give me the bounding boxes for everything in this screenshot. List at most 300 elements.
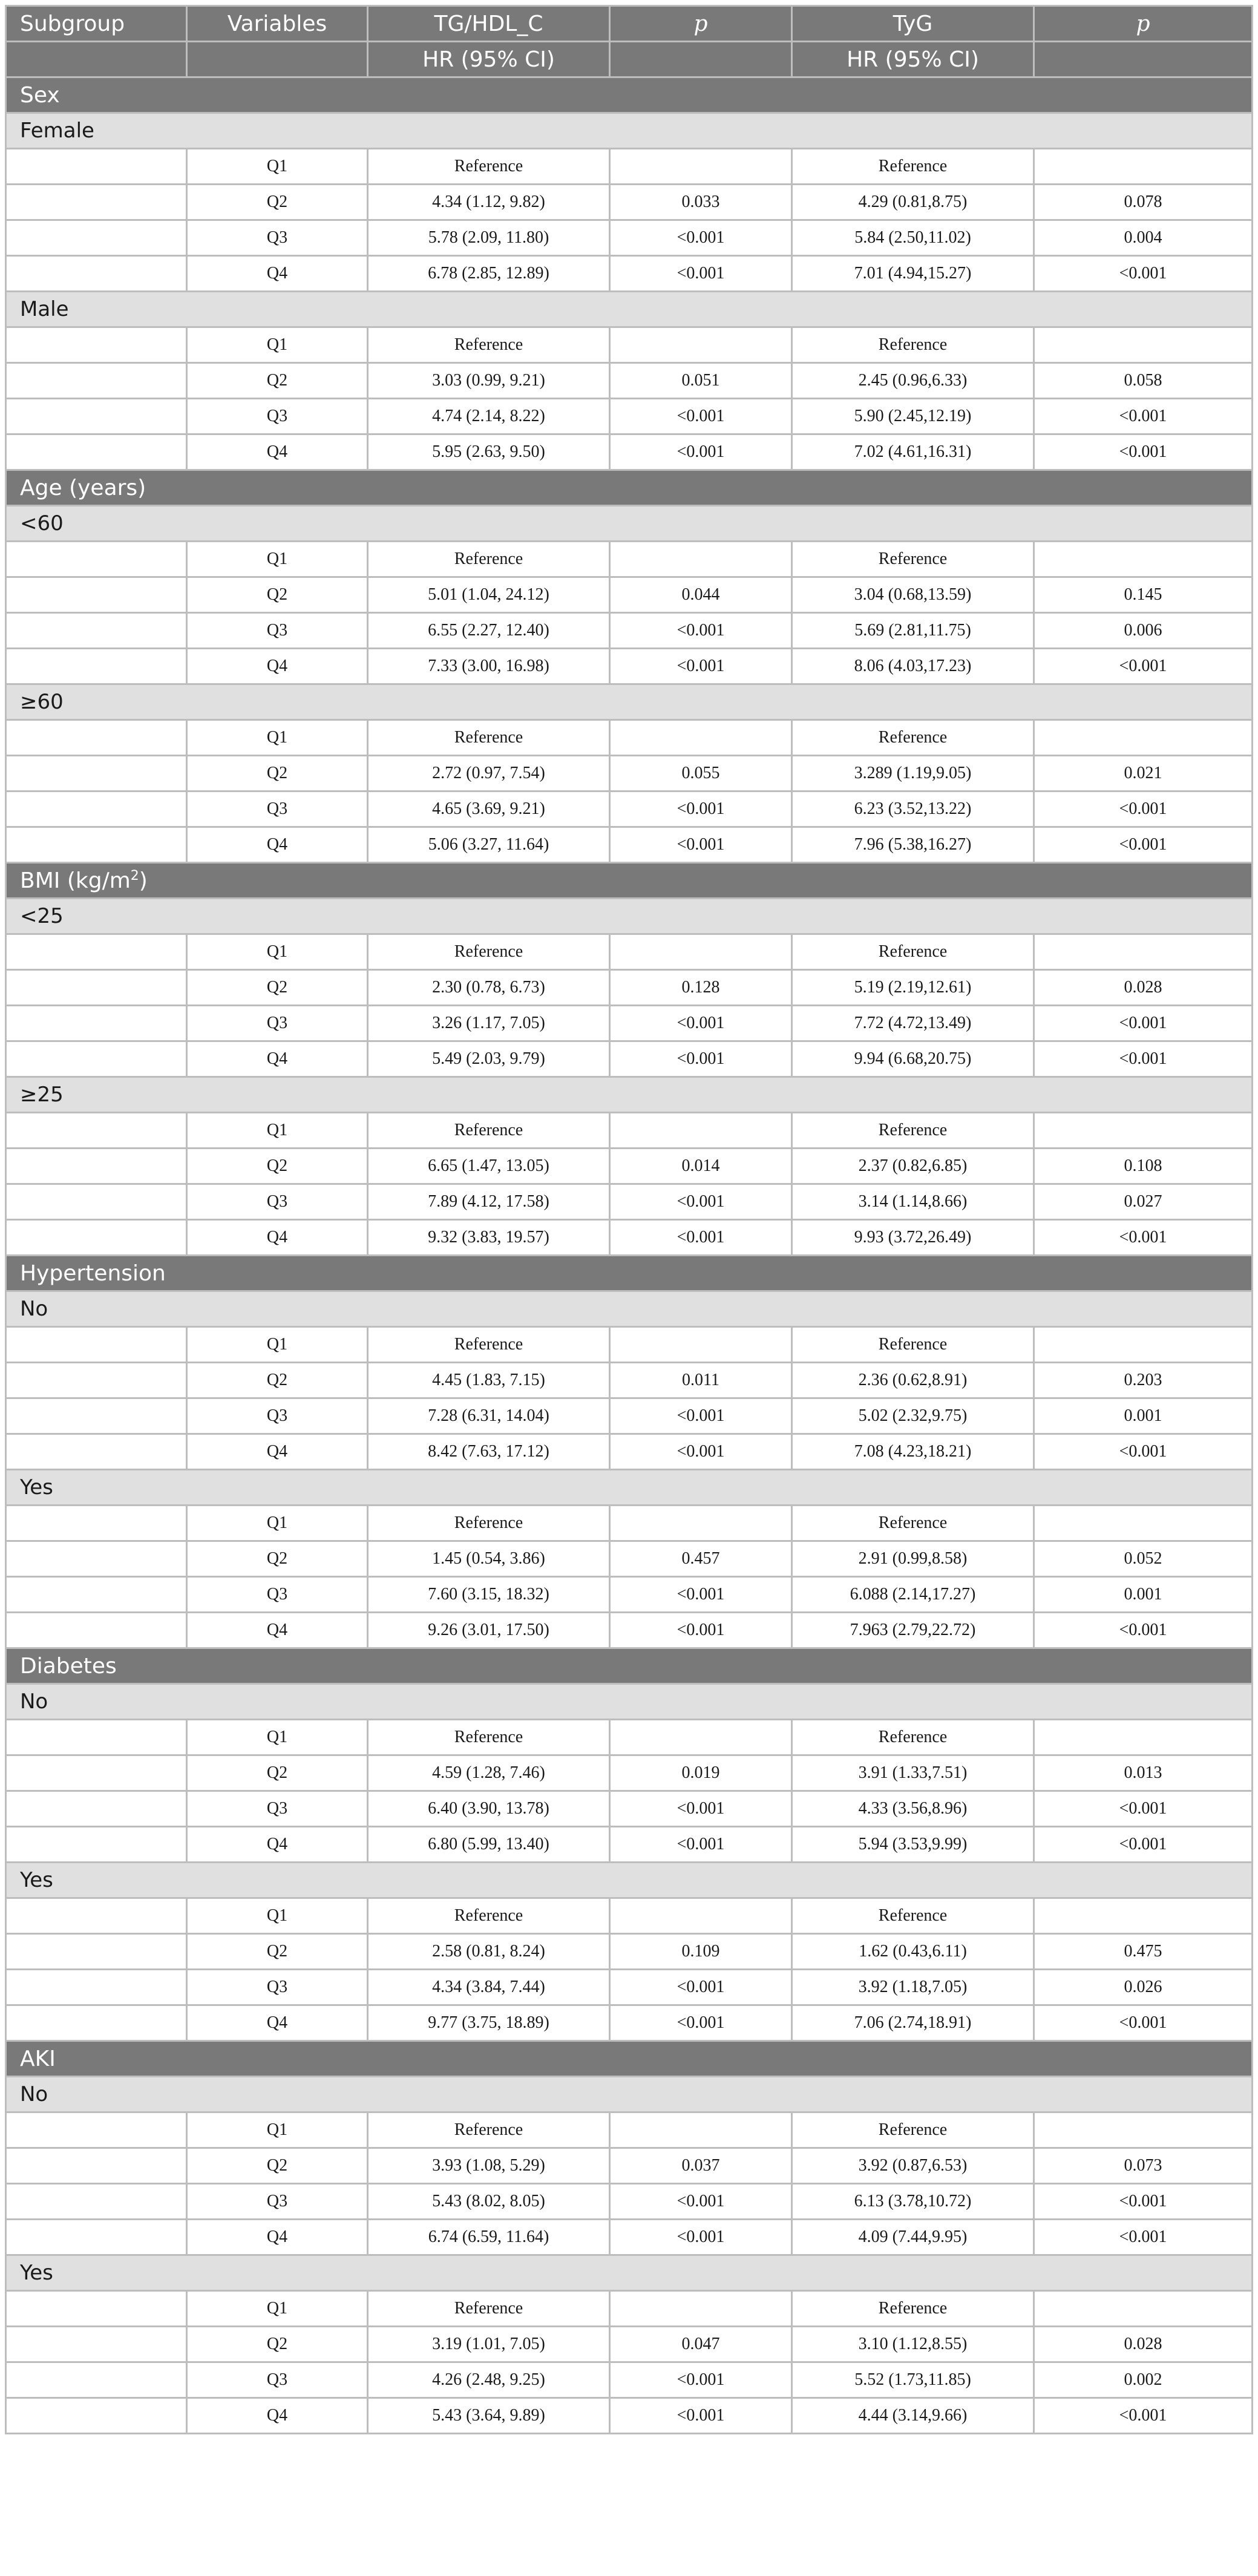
cell-tg-hdl-p — [610, 1720, 792, 1755]
cell-tg-hdl-hr: Reference — [368, 1113, 610, 1149]
cell-tg-hdl-hr: Reference — [368, 934, 610, 970]
table-row — [6, 934, 1253, 970]
cell-tyg-hr: 5.19 (2.19,12.61) — [792, 970, 1034, 1006]
header-variables: Variables — [187, 6, 368, 42]
cell-tyg-p: 0.004 — [1034, 220, 1253, 256]
group-title — [6, 77, 1253, 113]
cell-tg-hdl-p — [610, 327, 792, 363]
cell-quartile: Q3 — [187, 2362, 368, 2398]
cell-quartile: Q4 — [187, 2005, 368, 2041]
group-title-text: Diabetes — [20, 1653, 117, 1679]
cell-subgroup-empty — [6, 970, 187, 1006]
header2-empty-1 — [6, 42, 187, 77]
cell-subgroup-empty — [6, 1791, 187, 1827]
cell-tyg-hr: 5.69 (2.81,11.75) — [792, 613, 1034, 649]
table-row — [6, 1934, 1253, 1970]
cell-subgroup-empty — [6, 827, 187, 863]
cell-tyg-p: 0.475 — [1034, 1934, 1253, 1970]
cell-subgroup-empty — [6, 185, 187, 220]
cell-subgroup-empty — [6, 399, 187, 434]
cell-tg-hdl-hr: 4.26 (2.48, 9.25) — [368, 2362, 610, 2398]
cell-tyg-hr: Reference — [792, 1327, 1034, 1363]
cell-tyg-hr: Reference — [792, 1720, 1034, 1755]
cell-tg-hdl-p: 0.044 — [610, 577, 792, 613]
cell-quartile: Q1 — [187, 934, 368, 970]
cell-tyg-p — [1034, 2291, 1253, 2327]
cell-tyg-hr: 9.94 (6.68,20.75) — [792, 1041, 1034, 1077]
cell-quartile: Q4 — [187, 1041, 368, 1077]
cell-tg-hdl-hr: 9.26 (3.01, 17.50) — [368, 1613, 610, 1648]
cell-tg-hdl-hr: 4.45 (1.83, 7.15) — [368, 1363, 610, 1398]
cell-tg-hdl-p: <0.001 — [610, 220, 792, 256]
cell-tg-hdl-p: 0.033 — [610, 185, 792, 220]
subgroup-label: <60 — [6, 506, 1253, 542]
cell-tg-hdl-hr: 5.49 (2.03, 9.79) — [368, 1041, 610, 1077]
cell-quartile: Q4 — [187, 1827, 368, 1863]
cell-tg-hdl-hr: Reference — [368, 720, 610, 756]
cell-subgroup-empty — [6, 542, 187, 577]
cell-quartile: Q3 — [187, 2184, 368, 2220]
group-title-text: Age (years) — [20, 475, 146, 500]
cell-tyg-p: <0.001 — [1034, 256, 1253, 292]
cell-tg-hdl-hr: 9.32 (3.83, 19.57) — [368, 1220, 610, 1256]
cell-tg-hdl-hr: 4.74 (2.14, 8.22) — [368, 399, 610, 434]
cell-tg-hdl-p: <0.001 — [610, 434, 792, 470]
cell-tg-hdl-hr: 3.03 (0.99, 9.21) — [368, 363, 610, 399]
subgroup-row — [6, 2255, 1253, 2291]
table-row — [6, 2184, 1253, 2220]
table-row — [6, 1363, 1253, 1398]
cell-subgroup-empty — [6, 2398, 187, 2434]
cell-quartile: Q3 — [187, 220, 368, 256]
table-body — [6, 6, 1253, 2434]
cell-tyg-hr: 2.36 (0.62,8.91) — [792, 1363, 1034, 1398]
cell-tyg-p: 0.073 — [1034, 2148, 1253, 2184]
cell-tg-hdl-p: <0.001 — [610, 1041, 792, 1077]
header-hr-ci-tg-hdl: HR (95% CI) — [368, 42, 610, 77]
cell-tg-hdl-hr: 5.06 (3.27, 11.64) — [368, 827, 610, 863]
cell-quartile: Q3 — [187, 1970, 368, 2005]
cell-quartile: Q2 — [187, 1541, 368, 1577]
cell-tyg-hr: 6.088 (2.14,17.27) — [792, 1577, 1034, 1613]
cell-tg-hdl-p: <0.001 — [610, 2398, 792, 2434]
cell-tyg-hr: 5.52 (1.73,11.85) — [792, 2362, 1034, 2398]
header-tg-hdl-c: TG/HDL_C — [368, 6, 610, 42]
cell-tyg-p: <0.001 — [1034, 1827, 1253, 1863]
subgroup-row — [6, 899, 1253, 934]
cell-tyg-p: 0.203 — [1034, 1363, 1253, 1398]
table-row — [6, 1791, 1253, 1827]
cell-subgroup-empty — [6, 1220, 187, 1256]
table-row — [6, 1434, 1253, 1470]
cell-tyg-hr: 1.62 (0.43,6.11) — [792, 1934, 1034, 1970]
cell-quartile: Q1 — [187, 1113, 368, 1149]
cell-tg-hdl-p — [610, 2112, 792, 2148]
cell-tg-hdl-hr: 7.60 (3.15, 18.32) — [368, 1577, 610, 1613]
cell-tg-hdl-hr: 6.78 (2.85, 12.89) — [368, 256, 610, 292]
cell-subgroup-empty — [6, 1720, 187, 1755]
cell-subgroup-empty — [6, 1577, 187, 1613]
cell-tg-hdl-p — [610, 542, 792, 577]
cell-tyg-p: 0.026 — [1034, 1970, 1253, 2005]
cell-tyg-p — [1034, 2112, 1253, 2148]
cell-subgroup-empty — [6, 1506, 187, 1541]
cell-tg-hdl-hr: 6.55 (2.27, 12.40) — [368, 613, 610, 649]
cell-quartile: Q1 — [187, 327, 368, 363]
cell-tyg-p: 0.052 — [1034, 1541, 1253, 1577]
cell-tyg-p: <0.001 — [1034, 1006, 1253, 1041]
cell-subgroup-empty — [6, 1434, 187, 1470]
cell-tyg-hr: 3.10 (1.12,8.55) — [792, 2327, 1034, 2362]
cell-tg-hdl-p: 0.457 — [610, 1541, 792, 1577]
cell-tg-hdl-hr: 8.42 (7.63, 17.12) — [368, 1434, 610, 1470]
cell-quartile: Q2 — [187, 1149, 368, 1184]
cell-subgroup-empty — [6, 2327, 187, 2362]
table-row — [6, 1149, 1253, 1184]
header2-empty-4 — [1034, 42, 1253, 77]
cell-tyg-p — [1034, 720, 1253, 756]
cell-subgroup-empty — [6, 1827, 187, 1863]
cell-tyg-p: 0.145 — [1034, 577, 1253, 613]
cell-tyg-hr: 6.23 (3.52,13.22) — [792, 791, 1034, 827]
cell-quartile: Q2 — [187, 363, 368, 399]
group-title — [6, 470, 1253, 506]
cell-subgroup-empty — [6, 1541, 187, 1577]
cell-tg-hdl-hr: 2.72 (0.97, 7.54) — [368, 756, 610, 791]
cell-tg-hdl-p: <0.001 — [610, 1398, 792, 1434]
cell-tg-hdl-hr: 4.65 (3.69, 9.21) — [368, 791, 610, 827]
cell-tg-hdl-hr: 3.93 (1.08, 5.29) — [368, 2148, 610, 2184]
cell-tyg-p: <0.001 — [1034, 2005, 1253, 2041]
cell-tg-hdl-p — [610, 1113, 792, 1149]
subgroup-label: Yes — [6, 1470, 1253, 1506]
cell-tg-hdl-hr: Reference — [368, 2291, 610, 2327]
cell-subgroup-empty — [6, 934, 187, 970]
cell-tg-hdl-hr: 3.19 (1.01, 7.05) — [368, 2327, 610, 2362]
cell-tg-hdl-p: <0.001 — [610, 1577, 792, 1613]
cell-quartile: Q1 — [187, 720, 368, 756]
cell-tyg-hr: 3.14 (1.14,8.66) — [792, 1184, 1034, 1220]
cell-tyg-p: <0.001 — [1034, 2220, 1253, 2255]
subgroup-row — [6, 292, 1253, 327]
cell-quartile: Q3 — [187, 1577, 368, 1613]
cell-tg-hdl-p: 0.047 — [610, 2327, 792, 2362]
subgroup-label: No — [6, 1684, 1253, 1720]
subgroup-label: <25 — [6, 899, 1253, 934]
cell-tg-hdl-p: <0.001 — [610, 2362, 792, 2398]
cell-tyg-p: <0.001 — [1034, 1041, 1253, 1077]
subgroup-label: ≥25 — [6, 1077, 1253, 1113]
cell-tg-hdl-p: <0.001 — [610, 613, 792, 649]
cell-tg-hdl-hr: 5.78 (2.09, 11.80) — [368, 220, 610, 256]
cell-quartile: Q1 — [187, 2291, 368, 2327]
cell-subgroup-empty — [6, 256, 187, 292]
table-row — [6, 1113, 1253, 1149]
cell-subgroup-empty — [6, 720, 187, 756]
cell-tyg-hr: 7.08 (4.23,18.21) — [792, 1434, 1034, 1470]
cell-tg-hdl-hr: Reference — [368, 1327, 610, 1363]
cell-tyg-hr: Reference — [792, 327, 1034, 363]
cell-quartile: Q4 — [187, 1434, 368, 1470]
header-row-2 — [6, 42, 1253, 77]
cell-tg-hdl-p: <0.001 — [610, 1220, 792, 1256]
cell-tyg-hr: 7.96 (5.38,16.27) — [792, 827, 1034, 863]
table-row — [6, 1041, 1253, 1077]
cell-tg-hdl-p: 0.128 — [610, 970, 792, 1006]
table-row — [6, 1755, 1253, 1791]
cell-tyg-p: <0.001 — [1034, 649, 1253, 684]
header2-empty-2 — [187, 42, 368, 77]
cell-subgroup-empty — [6, 1113, 187, 1149]
table-row — [6, 542, 1253, 577]
cell-tg-hdl-p: <0.001 — [610, 1434, 792, 1470]
table-row — [6, 363, 1253, 399]
cell-tyg-p: <0.001 — [1034, 399, 1253, 434]
cell-quartile: Q3 — [187, 613, 368, 649]
cell-subgroup-empty — [6, 1006, 187, 1041]
cell-quartile: Q1 — [187, 542, 368, 577]
cell-tyg-hr: Reference — [792, 934, 1034, 970]
cell-tg-hdl-hr: Reference — [368, 327, 610, 363]
group-title — [6, 1648, 1253, 1684]
cell-tyg-p: 0.108 — [1034, 1149, 1253, 1184]
table-row — [6, 2220, 1253, 2255]
cell-tyg-hr: 4.44 (3.14,9.66) — [792, 2398, 1034, 2434]
cell-tg-hdl-p: <0.001 — [610, 1791, 792, 1827]
cell-tg-hdl-hr: 6.74 (6.59, 11.64) — [368, 2220, 610, 2255]
cell-tg-hdl-p: <0.001 — [610, 2184, 792, 2220]
cell-quartile: Q3 — [187, 1398, 368, 1434]
subgroup-row — [6, 1863, 1253, 1898]
cell-tyg-hr: 7.01 (4.94,15.27) — [792, 256, 1034, 292]
cell-tg-hdl-p: 0.037 — [610, 2148, 792, 2184]
group-title — [6, 1256, 1253, 1291]
cell-subgroup-empty — [6, 149, 187, 185]
cell-tyg-hr: 8.06 (4.03,17.23) — [792, 649, 1034, 684]
cell-tg-hdl-p: <0.001 — [610, 399, 792, 434]
cell-tg-hdl-p: <0.001 — [610, 2220, 792, 2255]
cell-quartile: Q2 — [187, 970, 368, 1006]
cell-tg-hdl-p: <0.001 — [610, 1006, 792, 1041]
cell-tg-hdl-hr: Reference — [368, 542, 610, 577]
header-row-1 — [6, 6, 1253, 42]
cell-tyg-p: <0.001 — [1034, 1613, 1253, 1648]
cell-tg-hdl-p — [610, 720, 792, 756]
table-row — [6, 2327, 1253, 2362]
cell-tyg-hr: 2.37 (0.82,6.85) — [792, 1149, 1034, 1184]
table-row — [6, 2112, 1253, 2148]
table-row — [6, 1970, 1253, 2005]
group-title-text: Hypertension — [20, 1260, 166, 1286]
cell-tg-hdl-hr: Reference — [368, 1898, 610, 1934]
cell-tyg-hr: 3.91 (1.33,7.51) — [792, 1755, 1034, 1791]
group-header-row — [6, 2041, 1253, 2077]
group-header-row — [6, 1256, 1253, 1291]
cell-subgroup-empty — [6, 2220, 187, 2255]
table-row — [6, 327, 1253, 363]
cell-tg-hdl-p — [610, 934, 792, 970]
cell-tg-hdl-p: <0.001 — [610, 649, 792, 684]
cell-tg-hdl-hr: 2.58 (0.81, 8.24) — [368, 1934, 610, 1970]
subgroup-row — [6, 113, 1253, 149]
cell-tyg-p: <0.001 — [1034, 791, 1253, 827]
cell-quartile: Q2 — [187, 756, 368, 791]
cell-quartile: Q2 — [187, 577, 368, 613]
cell-tg-hdl-p: <0.001 — [610, 827, 792, 863]
cell-tg-hdl-p: <0.001 — [610, 1827, 792, 1863]
cell-subgroup-empty — [6, 577, 187, 613]
cell-tyg-hr: 5.90 (2.45,12.19) — [792, 399, 1034, 434]
table-row — [6, 1898, 1253, 1934]
table-row — [6, 256, 1253, 292]
cell-tg-hdl-p: <0.001 — [610, 1184, 792, 1220]
subgroup-row — [6, 1291, 1253, 1327]
cell-tg-hdl-p — [610, 2291, 792, 2327]
subgroup-label: Yes — [6, 1863, 1253, 1898]
subgroup-label: ≥60 — [6, 684, 1253, 720]
cell-subgroup-empty — [6, 2148, 187, 2184]
cell-tyg-p — [1034, 1506, 1253, 1541]
cell-tyg-p: 0.002 — [1034, 2362, 1253, 2398]
cell-tyg-hr: 2.91 (0.99,8.58) — [792, 1541, 1034, 1577]
cell-quartile: Q4 — [187, 2220, 368, 2255]
cell-tyg-hr: 7.963 (2.79,22.72) — [792, 1613, 1034, 1648]
cell-tg-hdl-p — [610, 1506, 792, 1541]
cell-tyg-p — [1034, 149, 1253, 185]
cell-tg-hdl-p: 0.051 — [610, 363, 792, 399]
cell-subgroup-empty — [6, 1184, 187, 1220]
cell-subgroup-empty — [6, 1149, 187, 1184]
cell-tg-hdl-hr: 7.28 (6.31, 14.04) — [368, 1398, 610, 1434]
cell-subgroup-empty — [6, 2291, 187, 2327]
cell-subgroup-empty — [6, 649, 187, 684]
cell-subgroup-empty — [6, 2362, 187, 2398]
cell-subgroup-empty — [6, 1041, 187, 1077]
cell-quartile: Q2 — [187, 1934, 368, 1970]
cell-tyg-p — [1034, 934, 1253, 970]
table-row — [6, 1827, 1253, 1863]
cell-tyg-p: <0.001 — [1034, 2398, 1253, 2434]
cell-tg-hdl-p — [610, 1327, 792, 1363]
subgroup-row — [6, 1470, 1253, 1506]
header-p-tg-hdl: p — [610, 6, 792, 42]
results-table-container — [5, 5, 1251, 2434]
cell-tg-hdl-p: 0.109 — [610, 1934, 792, 1970]
cell-tyg-hr: 2.45 (0.96,6.33) — [792, 363, 1034, 399]
cell-tg-hdl-hr: 5.43 (3.64, 9.89) — [368, 2398, 610, 2434]
cell-subgroup-empty — [6, 2005, 187, 2041]
subgroup-row — [6, 1684, 1253, 1720]
cell-subgroup-empty — [6, 434, 187, 470]
cell-subgroup-empty — [6, 1363, 187, 1398]
cell-subgroup-empty — [6, 220, 187, 256]
cell-subgroup-empty — [6, 1970, 187, 2005]
cell-quartile: Q1 — [187, 1506, 368, 1541]
cell-tyg-hr: 5.02 (2.32,9.75) — [792, 1398, 1034, 1434]
cell-tg-hdl-hr: 5.43 (8.02, 8.05) — [368, 2184, 610, 2220]
cell-quartile: Q4 — [187, 2398, 368, 2434]
cell-tyg-hr: Reference — [792, 1113, 1034, 1149]
cell-tyg-hr: Reference — [792, 1898, 1034, 1934]
cell-tg-hdl-hr: 3.26 (1.17, 7.05) — [368, 1006, 610, 1041]
cell-tg-hdl-p — [610, 1898, 792, 1934]
group-title-text: BMI (kg/m — [20, 868, 131, 893]
table-row — [6, 1577, 1253, 1613]
cell-tyg-hr: 6.13 (3.78,10.72) — [792, 2184, 1034, 2220]
header2-empty-3 — [610, 42, 792, 77]
cell-tyg-p: 0.078 — [1034, 185, 1253, 220]
group-title — [6, 2041, 1253, 2077]
cell-tg-hdl-p: <0.001 — [610, 791, 792, 827]
cell-tg-hdl-p: 0.019 — [610, 1755, 792, 1791]
cell-tyg-p — [1034, 1898, 1253, 1934]
group-header-row — [6, 77, 1253, 113]
table-row — [6, 434, 1253, 470]
cell-tyg-hr: 4.09 (7.44,9.95) — [792, 2220, 1034, 2255]
table-row — [6, 2398, 1253, 2434]
cell-quartile: Q2 — [187, 2148, 368, 2184]
cell-quartile: Q4 — [187, 827, 368, 863]
cell-quartile: Q3 — [187, 1184, 368, 1220]
cell-tg-hdl-p: <0.001 — [610, 256, 792, 292]
table-row — [6, 2362, 1253, 2398]
cell-tyg-hr: Reference — [792, 720, 1034, 756]
cell-subgroup-empty — [6, 1898, 187, 1934]
group-header-row — [6, 863, 1253, 899]
cell-tyg-hr: Reference — [792, 2112, 1034, 2148]
header-tyg: TyG — [792, 6, 1034, 42]
cell-tg-hdl-hr: Reference — [368, 1506, 610, 1541]
cell-tyg-p — [1034, 327, 1253, 363]
group-title-superscript: 2 — [130, 868, 139, 883]
cell-tyg-p: <0.001 — [1034, 2184, 1253, 2220]
cell-quartile: Q2 — [187, 1755, 368, 1791]
table-row — [6, 399, 1253, 434]
subgroup-label: No — [6, 1291, 1253, 1327]
cell-tg-hdl-p: <0.001 — [610, 1613, 792, 1648]
subgroup-row — [6, 1077, 1253, 1113]
cell-tg-hdl-hr: 5.01 (1.04, 24.12) — [368, 577, 610, 613]
cell-tyg-p: <0.001 — [1034, 1434, 1253, 1470]
cell-quartile: Q4 — [187, 1220, 368, 1256]
cell-subgroup-empty — [6, 613, 187, 649]
subgroup-label: No — [6, 2077, 1253, 2112]
subgroup-row — [6, 684, 1253, 720]
table-row — [6, 1506, 1253, 1541]
table-row — [6, 1720, 1253, 1755]
cell-subgroup-empty — [6, 1755, 187, 1791]
header-p-tyg: p — [1034, 6, 1253, 42]
table-row — [6, 577, 1253, 613]
table-row — [6, 1327, 1253, 1363]
table-row — [6, 2148, 1253, 2184]
cell-tyg-p: 0.027 — [1034, 1184, 1253, 1220]
cell-subgroup-empty — [6, 1398, 187, 1434]
header-hr-ci-tyg: HR (95% CI) — [792, 42, 1034, 77]
cell-quartile: Q1 — [187, 1327, 368, 1363]
cell-tg-hdl-hr: 2.30 (0.78, 6.73) — [368, 970, 610, 1006]
cell-tyg-hr: 3.92 (0.87,6.53) — [792, 2148, 1034, 2184]
subgroup-hr-table — [5, 5, 1253, 2434]
cell-subgroup-empty — [6, 363, 187, 399]
cell-quartile: Q3 — [187, 791, 368, 827]
cell-tyg-hr: 5.84 (2.50,11.02) — [792, 220, 1034, 256]
cell-tyg-p: <0.001 — [1034, 1791, 1253, 1827]
table-row — [6, 2005, 1253, 2041]
cell-tyg-hr: 7.06 (2.74,18.91) — [792, 2005, 1034, 2041]
group-title-end: ) — [139, 868, 148, 893]
cell-tg-hdl-hr: Reference — [368, 1720, 610, 1755]
